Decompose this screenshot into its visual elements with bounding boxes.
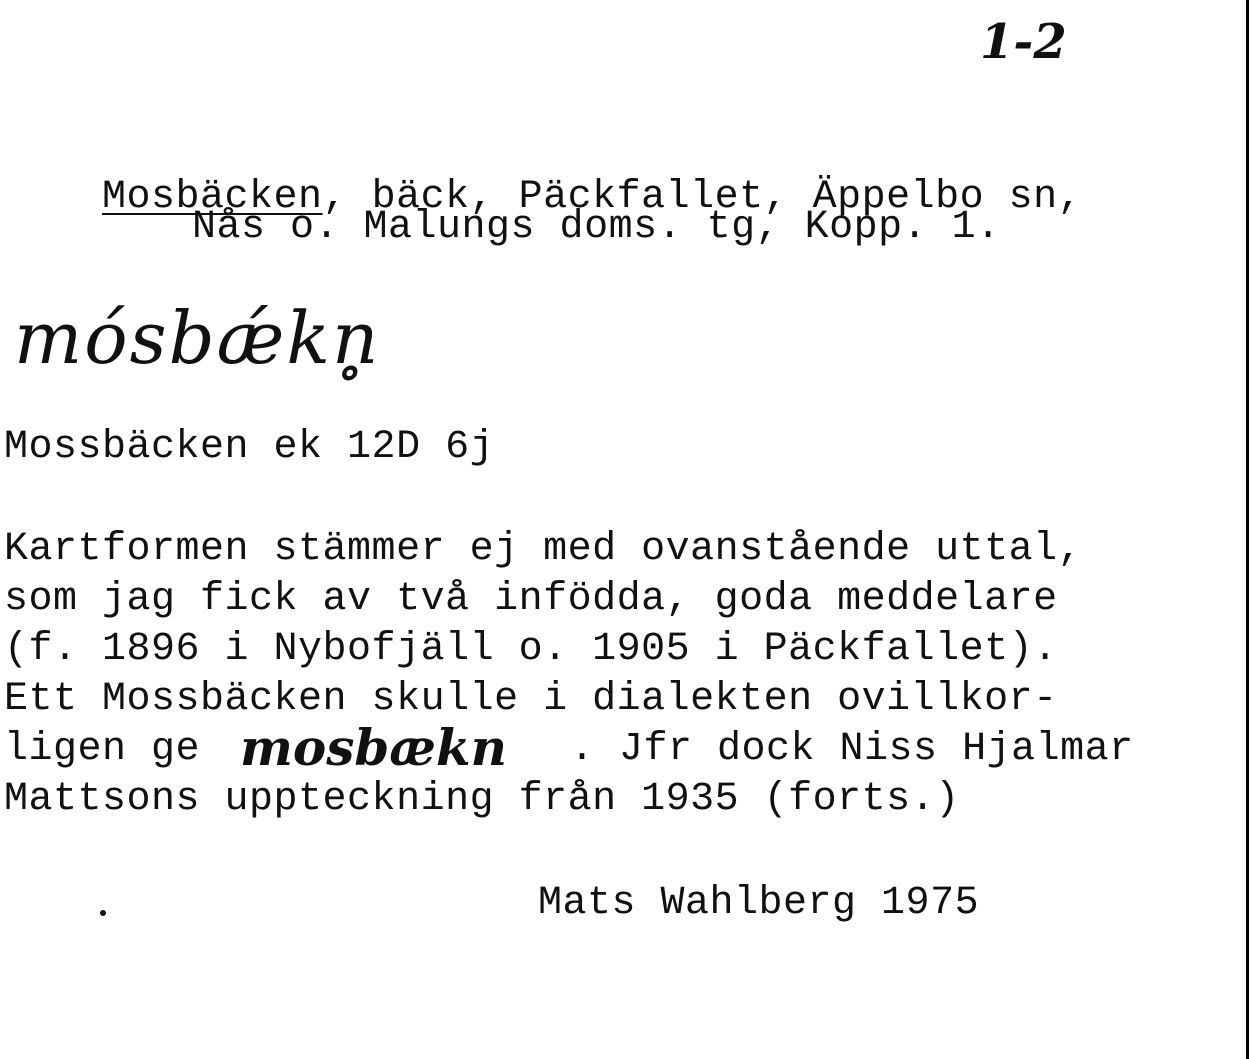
headword: Mosbäcken (102, 175, 323, 220)
heading-rest: , bäck, Päckfallet, Äppelbo sn, (322, 175, 1083, 220)
body-line-5-end: . Jfr dock Niss Hjalmar (570, 727, 1134, 772)
body-line-1: Kartformen stämmer ej med ovanstående uttal, (4, 527, 1083, 572)
body-line-5-start: ligen ge (4, 727, 201, 772)
stray-dot (100, 910, 106, 916)
signature: Mats Wahlberg 1975 (538, 881, 980, 926)
card-edge-line (1246, 0, 1249, 1059)
body-line-4: Ett Mossbäcken skulle i dialekten ovillkor- (4, 677, 1058, 722)
phonetic-inline: mosbækn (240, 718, 507, 777)
body-line-6: Mattsons uppteckning från 1935 (forts.) (4, 777, 960, 822)
map-form: Mossbäcken ek 12D 6j (4, 425, 495, 470)
phonetic-transcription: mósbǽkn̥ (14, 296, 381, 380)
heading-line-2: Nås o. Malungs doms. tg, Kopp. 1. (192, 205, 1001, 250)
card-number: 1-2 (980, 14, 1067, 70)
body-line-3: (f. 1896 i Nybofjäll o. 1905 i Päckfallet). (4, 627, 1058, 672)
body-line-2: som jag fick av två infödda, goda meddelare (4, 577, 1058, 622)
